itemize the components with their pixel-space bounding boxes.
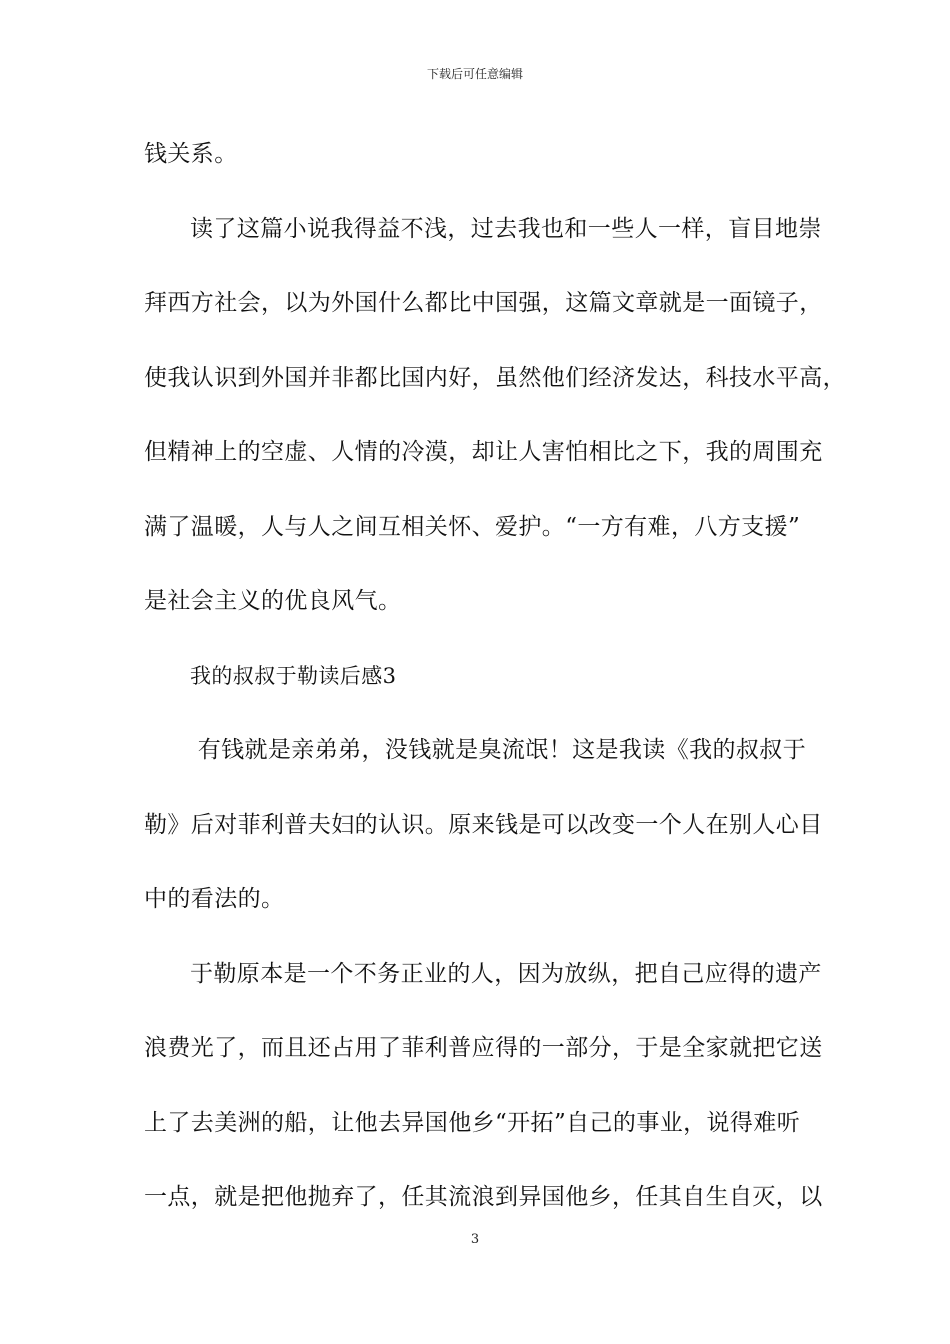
page-number: 3 xyxy=(470,1232,480,1247)
text-line: 浪费光了，而且还占用了菲利普应得的一部分，于是全家就把它送 xyxy=(144,1035,823,1061)
text-line: 读了这篇小说我得益不浅，过去我也和一些人一样，盲目地崇 xyxy=(190,215,822,242)
text-line: 拜西方社会，以为外国什么都比中国强，这篇文章就是一面镜子， xyxy=(144,290,823,316)
text-line: 中的看法的。 xyxy=(144,886,285,912)
text-line: 使我认识到外国并非都比国内好，虽然他们经济发达，科技水平高， xyxy=(144,364,846,391)
text-line: 勒》后对菲利普夫妇的认识。原来钱是可以改变一个人在别人心目 xyxy=(144,811,823,838)
text-line: 但精神上的空虚、人情的冷漠，却让人害怕相比之下，我的周围充 xyxy=(144,439,823,465)
text-line: 一点，就是把他抛弃了，任其流浪到异国他乡，任其自生自灭，以 xyxy=(144,1184,823,1210)
text-line: 钱关系。 xyxy=(144,141,238,167)
document-body xyxy=(144,124,846,1242)
text-line: 是社会主义的优良风气。 xyxy=(144,588,402,614)
text-line: 满了温暖，人与人之间互相关怀、爱护。“一方有难，八方支援” xyxy=(144,513,801,540)
text-line: 于勒原本是一个不务正业的人，因为放纵，把自己应得的遗产 xyxy=(190,960,822,987)
text-line: 上了去美洲的船，让他去异国他乡“开拓”自己的事业，说得难听 xyxy=(144,1109,801,1136)
section-heading: 我的叔叔于勒读后感3 xyxy=(190,663,397,688)
page-header: 下载后可任意编辑 xyxy=(426,67,523,81)
text-line: 有钱就是亲弟弟，没钱就是臭流氓！这是我读《我的叔叔于 xyxy=(190,737,807,763)
